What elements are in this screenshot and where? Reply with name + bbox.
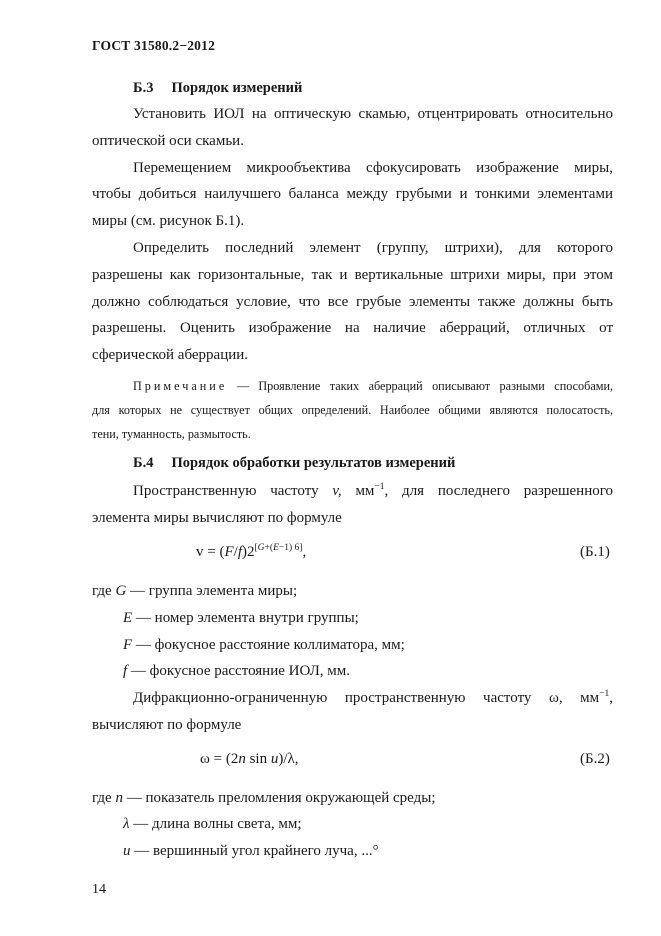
- f2-a: ω = (2: [200, 751, 239, 767]
- document-header: ГОСТ 31580.2−2012: [92, 38, 216, 53]
- b3-p1-line1: Установить ИОЛ на оптическую скамью, отцентрировать относительно: [133, 106, 613, 122]
- b4-intro-unit: мм: [355, 483, 375, 499]
- diff-tail: ,: [609, 690, 613, 706]
- note-dash: —: [236, 379, 249, 393]
- where1-text-E: — номер элемента внутри группы;: [132, 610, 359, 626]
- f1-exp-plus: +(: [264, 543, 274, 553]
- note-label: Примечание: [133, 379, 228, 393]
- diff-line2: вычисляют по формуле: [92, 717, 242, 733]
- note-text-1: Проявление таких аберраций описывают разными способами,: [258, 379, 614, 393]
- b3-p2-line3: миры (см. рисунок Б.1).: [92, 213, 245, 229]
- f2-n: n: [238, 751, 246, 767]
- b4-intro-rest: , для последнего разрешенного: [384, 483, 614, 499]
- b3-p3-line4: разрешены. Оценить изображение на наличие аберраций, отличных от: [92, 320, 613, 336]
- section-b3-heading: [133, 80, 302, 97]
- section-b3-title: Порядок измерений: [171, 80, 303, 96]
- b3-p3-line1: Определить последний элемент (группу, штрихи), для которого: [133, 240, 613, 256]
- where1-item-E: [123, 605, 359, 632]
- f1-slash: /: [233, 544, 238, 560]
- f2-b: sin: [245, 751, 271, 767]
- diff-exp: −1: [599, 689, 610, 699]
- b3-p1-line2: оптической оси скамьи.: [92, 133, 244, 149]
- where2-var-n: n: [115, 790, 123, 806]
- formula-b1-number: (Б.1): [580, 544, 610, 560]
- where1-item-f: [123, 658, 350, 685]
- where2-var-lambda: λ: [123, 816, 130, 832]
- f1-exp-G: G: [257, 543, 265, 553]
- formula-b2-number: (Б.2): [580, 751, 610, 767]
- where1-text-G: — группа элемента миры;: [126, 583, 298, 599]
- b4-intro-text: Пространственную частоту: [133, 483, 319, 499]
- f1-exponent: [254, 543, 302, 553]
- f1-F: F: [224, 544, 234, 560]
- f1-exp-open: [: [254, 543, 258, 553]
- f1-tail: ,: [302, 544, 307, 560]
- b3-p3-line2: разрешены как горизонтальные, так и вертикальные штрихи миры, при этом: [92, 267, 613, 283]
- page-number: 14: [92, 882, 106, 897]
- diff-text: Дифракционно-ограниченную пространственную частоту ω, мм: [133, 690, 600, 706]
- b3-p3-line3: должно соблюдаться условие, что все грубые элементы также должны быть: [92, 294, 613, 310]
- where1-prefix: где: [92, 583, 116, 599]
- f1-exp-E: E: [273, 543, 279, 553]
- b4-intro-line2: элемента миры вычисляют по формуле: [92, 510, 342, 526]
- where1-var-f: f: [123, 663, 128, 679]
- where2-item-lambda: [123, 811, 302, 838]
- f1-exp-rest: −1) 6]: [278, 543, 303, 553]
- f1-lhs: v = (: [196, 544, 225, 560]
- b3-p2-line2: чтобы добиться наилучшего баланса между грубыми и тонкими элементами: [92, 186, 613, 202]
- note-line2: для которых не существует общих определений. Наиболее общими являются полосатость,: [92, 403, 613, 417]
- b4-intro-line1: [133, 478, 613, 505]
- f1-mid: )2: [241, 544, 255, 560]
- where1-text-F: — фокусное расстояние коллиматора, мм;: [132, 637, 405, 653]
- where2-text-u: — вершинный угол крайнего луча, ...°: [130, 843, 379, 859]
- b4-intro-unit-wrap: [355, 483, 613, 499]
- where1-text-f: — фокусное расстояние ИОЛ, мм.: [127, 663, 350, 679]
- where2-item-n: [92, 785, 436, 812]
- b4-intro-var: v,: [332, 483, 342, 499]
- section-b4-number: Б.4: [133, 455, 154, 471]
- where1-var-E: E: [123, 610, 133, 626]
- formula-b1: [196, 544, 306, 561]
- where2-prefix: где: [92, 790, 116, 806]
- note-line3: тени, туманность, размытость.: [92, 427, 251, 441]
- where2-text-n: — показатель преломления окружающей среды;: [122, 790, 436, 806]
- diff-line1: [133, 685, 613, 712]
- where1-item-F: [123, 632, 405, 659]
- where2-item-u: [123, 838, 379, 865]
- note-line1: [133, 374, 613, 398]
- where1-var-F: F: [123, 637, 133, 653]
- f2-u: u: [270, 751, 279, 767]
- b3-p2-line1: Перемещением микрообъектива сфокусировать изображение миры,: [133, 160, 613, 176]
- where1-var-G: G: [115, 583, 127, 599]
- f2-c: )/λ,: [278, 751, 299, 767]
- where2-var-u: u: [123, 843, 131, 859]
- f1-f: f: [237, 544, 242, 560]
- section-b4-title: Порядок обработки результатов измерений: [171, 455, 456, 471]
- where1-item-G: [92, 578, 297, 605]
- section-b3-number: Б.3: [133, 80, 154, 96]
- formula-b2: [200, 751, 299, 768]
- b4-intro-exp: −1: [374, 482, 385, 492]
- section-b4-heading: [133, 455, 455, 472]
- b3-p3-line5: сферической аберрации.: [92, 347, 249, 363]
- where2-text-lambda: — длина волны света, мм;: [129, 816, 302, 832]
